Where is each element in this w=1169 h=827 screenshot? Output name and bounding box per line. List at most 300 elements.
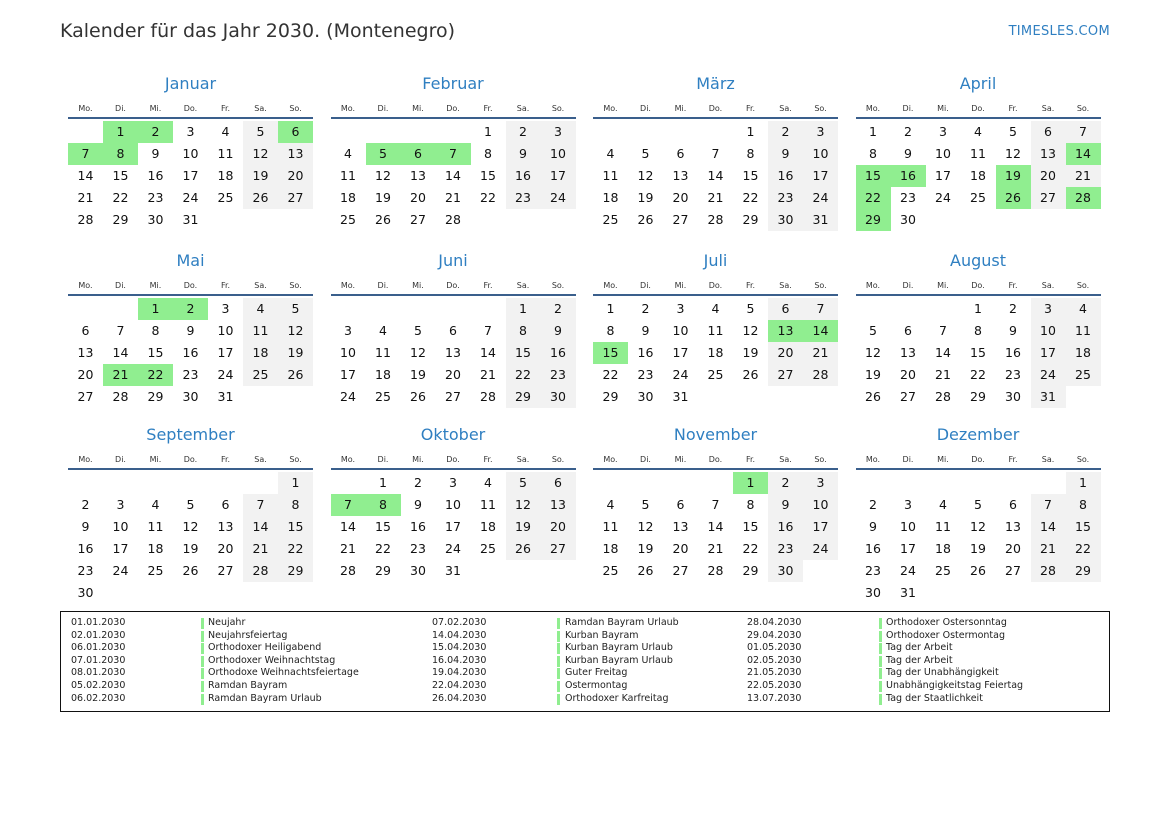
day-cell: 10 <box>672 323 689 338</box>
weekday-header <box>593 455 838 467</box>
day-cell: 27 <box>672 563 689 578</box>
weekday-header <box>856 281 1101 293</box>
weekday-label: Mi. <box>674 104 687 113</box>
day-cell: 18 <box>243 342 278 364</box>
weekday-label: Sa. <box>1041 104 1055 113</box>
day-cell: 13 <box>77 345 94 360</box>
holiday-marker <box>879 656 882 667</box>
day-cell: 29 <box>602 389 619 404</box>
day-cell: 3 <box>541 121 576 143</box>
day-cell: 5 <box>278 298 313 320</box>
holiday-date: 14.04.2030 <box>432 629 487 641</box>
weekday-label: Sa. <box>779 455 792 464</box>
day-cell: 19 <box>182 541 199 556</box>
day-cell: 9 <box>81 519 90 534</box>
weekday-label: Mo. <box>865 455 881 464</box>
day-cell: 25 <box>1066 364 1101 386</box>
weekday-label: Mo. <box>865 281 881 290</box>
day-cell: 29 <box>112 212 129 227</box>
day-cell: 13 <box>1005 519 1021 534</box>
day-cell: 22 <box>1066 538 1101 560</box>
weekday-label: Sa. <box>254 281 267 290</box>
weekday-label: Mo. <box>603 281 618 290</box>
day-cell: 9 <box>506 143 541 165</box>
holiday-marker <box>879 631 882 642</box>
day-cell: 19 <box>742 345 759 360</box>
holiday-day-cell: 15 <box>856 165 891 187</box>
day-cell: 6 <box>676 497 685 512</box>
weekday-label: Do. <box>971 104 985 113</box>
weekday-label: Mo. <box>340 455 356 464</box>
weekday-label: Mo. <box>78 104 93 113</box>
day-cell: 12 <box>865 345 881 360</box>
weekday-label: Mi. <box>412 281 424 290</box>
weekday-label: Mi. <box>937 455 949 464</box>
day-cell: 20 <box>278 165 313 187</box>
weekday-label: Mo. <box>603 104 618 113</box>
day-cell: 28 <box>1031 560 1066 582</box>
holiday-marker <box>201 643 204 654</box>
day-cell: 3 <box>1031 298 1066 320</box>
weekday-label: Di. <box>115 455 126 464</box>
day-cell: 30 <box>900 212 916 227</box>
day-cell: 11 <box>970 146 986 161</box>
day-cell: 16 <box>410 519 426 534</box>
day-cell: 24 <box>935 190 951 205</box>
weekday-label: Sa. <box>516 281 530 290</box>
day-cell: 25 <box>602 563 619 578</box>
header-rule <box>856 468 1101 470</box>
day-cell: 29 <box>506 386 541 408</box>
holiday-marker <box>879 668 882 679</box>
day-cell: 16 <box>768 516 803 538</box>
day-cell: 26 <box>637 212 654 227</box>
day-cell: 25 <box>707 367 724 382</box>
header-rule <box>68 468 313 470</box>
weekday-label: So. <box>289 104 302 113</box>
day-cell: 18 <box>217 168 234 183</box>
day-cell: 4 <box>151 497 160 512</box>
holiday-marker <box>557 694 560 705</box>
day-cell: 23 <box>182 367 199 382</box>
day-cell: 4 <box>484 475 492 490</box>
day-cell: 24 <box>900 563 916 578</box>
day-cell: 17 <box>182 168 199 183</box>
month-name: Juni <box>438 251 468 270</box>
day-cell: 15 <box>506 342 541 364</box>
day-cell: 10 <box>900 519 916 534</box>
day-cell: 12 <box>243 143 278 165</box>
day-cell: 9 <box>151 146 160 161</box>
day-cell: 24 <box>340 389 356 404</box>
day-cell: 21 <box>340 541 356 556</box>
day-cell: 21 <box>77 190 94 205</box>
day-cell: 17 <box>672 345 689 360</box>
day-cell: 20 <box>768 342 803 364</box>
day-cell: 19 <box>637 190 654 205</box>
day-cell: 6 <box>1009 497 1017 512</box>
holiday-marker <box>201 656 204 667</box>
month-name: November <box>673 425 758 444</box>
page-title: Kalender für das Jahr 2030. (Montenegro) <box>60 20 456 42</box>
weekday-label: Do. <box>971 455 985 464</box>
day-cell: 29 <box>742 212 759 227</box>
day-cell: 24 <box>541 187 576 209</box>
day-cell: 16 <box>541 342 576 364</box>
weekday-label: Do. <box>708 281 723 290</box>
weekday-label: Fr. <box>745 281 756 290</box>
day-cell: 28 <box>935 389 951 404</box>
day-cell: 8 <box>869 146 877 161</box>
day-cell: 5 <box>414 323 422 338</box>
day-cell: 29 <box>970 389 986 404</box>
holiday-marker <box>201 681 204 692</box>
day-cell: 31 <box>445 563 461 578</box>
month-name: Juli <box>703 251 728 270</box>
weekday-header <box>68 281 313 293</box>
day-cell: 27 <box>445 389 461 404</box>
day-cell: 19 <box>243 165 278 187</box>
weekday-label: So. <box>289 281 302 290</box>
weekday-header <box>68 455 313 467</box>
day-cell: 30 <box>541 386 576 408</box>
weekday-header <box>593 281 838 293</box>
day-cell: 22 <box>112 190 129 205</box>
weekday-label: Do. <box>183 281 198 290</box>
day-cell: 3 <box>449 475 457 490</box>
weekday-label: Mi. <box>674 455 687 464</box>
day-cell: 19 <box>506 516 541 538</box>
day-cell: 1 <box>1066 472 1101 494</box>
day-cell: 13 <box>900 345 916 360</box>
weekday-label: Sa. <box>779 104 792 113</box>
day-cell: 2 <box>768 121 803 143</box>
day-cell: 16 <box>637 345 654 360</box>
day-cell: 11 <box>340 168 356 183</box>
day-cell: 21 <box>480 367 496 382</box>
day-cell: 31 <box>217 389 234 404</box>
day-cell: 22 <box>278 538 313 560</box>
day-cell: 3 <box>939 124 947 139</box>
day-cell: 9 <box>1009 323 1017 338</box>
day-cell: 4 <box>974 124 982 139</box>
day-cell: 30 <box>77 585 94 600</box>
month-name: Februar <box>422 74 484 93</box>
day-cell: 19 <box>410 367 426 382</box>
weekday-label: Do. <box>446 104 460 113</box>
day-cell: 22 <box>970 367 986 382</box>
day-cell: 26 <box>865 389 881 404</box>
day-cell: 28 <box>77 212 94 227</box>
day-cell: 21 <box>707 190 724 205</box>
holiday-day-cell: 8 <box>366 494 401 516</box>
day-cell: 27 <box>768 364 803 386</box>
day-cell: 25 <box>970 190 986 205</box>
day-cell: 8 <box>746 146 755 161</box>
day-cell: 7 <box>1066 121 1101 143</box>
weekday-label: Mo. <box>603 455 618 464</box>
day-cell: 22 <box>742 190 759 205</box>
holiday-marker <box>557 656 560 667</box>
day-cell: 5 <box>1009 124 1017 139</box>
day-cell: 11 <box>480 497 496 512</box>
day-cell: 23 <box>768 538 803 560</box>
holiday-name: Tag der Unabhängigkeit <box>886 667 999 679</box>
weekday-header <box>856 455 1101 467</box>
holiday-name: Tag der Arbeit <box>886 654 953 666</box>
day-cell: 5 <box>506 472 541 494</box>
day-cell: 18 <box>602 190 619 205</box>
day-cell: 8 <box>151 323 160 338</box>
weekday-label: So. <box>551 455 565 464</box>
weekday-label: Sa. <box>1041 455 1055 464</box>
day-cell: 8 <box>974 323 982 338</box>
holiday-marker <box>201 694 204 705</box>
weekday-label: Fr. <box>483 281 493 290</box>
day-cell: 3 <box>186 124 195 139</box>
day-cell: 13 <box>445 345 461 360</box>
day-cell: 3 <box>344 323 352 338</box>
day-cell: 21 <box>707 541 724 556</box>
weekday-label: Mi. <box>937 104 949 113</box>
day-cell: 12 <box>1005 146 1021 161</box>
month-name: Dezember <box>936 425 1020 444</box>
day-cell: 11 <box>243 320 278 342</box>
day-cell: 3 <box>221 301 230 316</box>
day-cell: 27 <box>217 563 234 578</box>
day-cell: 20 <box>1031 165 1066 187</box>
holiday-name: Ramdan Bayram Urlaub <box>208 692 322 704</box>
day-cell: 1 <box>974 301 982 316</box>
day-cell: 15 <box>742 519 759 534</box>
day-cell: 1 <box>379 475 387 490</box>
day-cell: 8 <box>1066 494 1101 516</box>
holiday-day-cell: 29 <box>856 209 891 231</box>
day-cell: 13 <box>672 168 689 183</box>
day-cell: 30 <box>182 389 199 404</box>
day-cell: 9 <box>186 323 195 338</box>
day-cell: 16 <box>768 165 803 187</box>
day-cell: 23 <box>541 364 576 386</box>
day-cell: 15 <box>742 168 759 183</box>
day-cell: 4 <box>379 323 387 338</box>
day-cell: 15 <box>480 168 496 183</box>
day-cell: 26 <box>243 187 278 209</box>
brand-link[interactable]: TIMESLES.COM <box>1008 24 1110 39</box>
day-cell: 9 <box>768 143 803 165</box>
day-cell: 16 <box>147 168 164 183</box>
weekday-header <box>68 104 313 116</box>
holiday-date: 21.05.2030 <box>747 667 802 679</box>
weekday-header <box>856 104 1101 116</box>
weekday-label: Sa. <box>516 455 530 464</box>
day-cell: 16 <box>1005 345 1021 360</box>
day-cell: 2 <box>904 124 912 139</box>
day-cell: 15 <box>147 345 164 360</box>
day-cell: 2 <box>768 472 803 494</box>
weekday-label: Mi. <box>412 104 424 113</box>
day-cell: 6 <box>904 323 912 338</box>
day-cell: 23 <box>900 190 916 205</box>
day-cell: 11 <box>707 323 724 338</box>
weekday-label: Di. <box>115 281 126 290</box>
day-cell: 28 <box>243 560 278 582</box>
day-cell: 10 <box>340 345 356 360</box>
holiday-name: Kurban Bayram Urlaub <box>565 642 673 654</box>
day-cell: 4 <box>939 497 947 512</box>
day-cell: 7 <box>711 146 720 161</box>
day-cell: 6 <box>81 323 90 338</box>
day-cell: 26 <box>410 389 426 404</box>
day-cell: 3 <box>904 497 912 512</box>
weekday-label: Mi. <box>149 455 162 464</box>
day-cell: 5 <box>641 146 650 161</box>
day-cell: 23 <box>768 187 803 209</box>
day-cell: 17 <box>217 345 234 360</box>
day-cell: 24 <box>803 187 838 209</box>
weekday-label: Fr. <box>745 455 756 464</box>
day-cell: 13 <box>1031 143 1066 165</box>
day-cell: 21 <box>243 538 278 560</box>
holiday-marker <box>201 631 204 642</box>
weekday-label: Di. <box>640 455 651 464</box>
day-cell: 25 <box>147 563 164 578</box>
day-cell: 10 <box>112 519 129 534</box>
day-cell: 27 <box>77 389 94 404</box>
day-cell: 17 <box>1031 342 1066 364</box>
day-cell: 29 <box>375 563 391 578</box>
weekday-label: Di. <box>640 104 651 113</box>
day-cell: 12 <box>278 320 313 342</box>
weekday-label: So. <box>1076 455 1090 464</box>
day-cell: 10 <box>935 146 951 161</box>
day-cell: 27 <box>541 538 576 560</box>
day-cell: 15 <box>375 519 391 534</box>
day-cell: 31 <box>182 212 199 227</box>
day-cell: 20 <box>672 541 689 556</box>
day-cell: 2 <box>414 475 422 490</box>
day-cell: 25 <box>243 364 278 386</box>
day-cell: 6 <box>676 146 685 161</box>
day-cell: 10 <box>541 143 576 165</box>
holiday-day-cell: 8 <box>103 143 138 165</box>
day-cell: 12 <box>742 323 759 338</box>
day-cell: 30 <box>865 585 881 600</box>
holiday-date: 29.04.2030 <box>747 629 802 641</box>
weekday-label: Mo. <box>865 104 881 113</box>
day-cell: 15 <box>1066 516 1101 538</box>
month-name: März <box>696 74 735 93</box>
holiday-day-cell: 15 <box>593 342 628 364</box>
holiday-day-cell: 28 <box>1066 187 1101 209</box>
day-cell: 29 <box>278 560 313 582</box>
holiday-name: Ramdan Bayram Urlaub <box>565 617 679 628</box>
day-cell: 29 <box>1066 560 1101 582</box>
day-cell: 11 <box>217 146 234 161</box>
month-name: August <box>950 251 1006 270</box>
holiday-date: 08.01.2030 <box>71 667 126 679</box>
day-cell: 4 <box>243 298 278 320</box>
holiday-date: 02.01.2030 <box>71 629 126 641</box>
day-cell: 26 <box>182 563 199 578</box>
holiday-day-cell: 2 <box>138 121 173 143</box>
day-cell: 26 <box>278 364 313 386</box>
day-cell: 16 <box>506 165 541 187</box>
day-cell: 25 <box>480 541 496 556</box>
day-cell: 7 <box>939 323 947 338</box>
month-name: September <box>146 425 235 444</box>
day-cell: 22 <box>480 190 496 205</box>
weekday-label: Di. <box>115 104 126 113</box>
weekday-label: Fr. <box>1008 455 1018 464</box>
months-grid <box>68 74 1110 604</box>
day-cell: 8 <box>278 494 313 516</box>
weekday-label: Do. <box>971 281 985 290</box>
holiday-day-cell: 6 <box>278 121 313 143</box>
day-cell: 10 <box>217 323 234 338</box>
holiday-name: Ramdan Bayram <box>208 680 288 691</box>
day-cell: 1 <box>606 301 615 316</box>
day-cell: 27 <box>410 212 426 227</box>
holiday-day-cell: 7 <box>331 494 366 516</box>
weekday-label: Di. <box>377 104 389 113</box>
holiday-day-cell: 14 <box>803 320 838 342</box>
day-cell: 14 <box>243 516 278 538</box>
weekday-label: Do. <box>183 104 198 113</box>
day-cell: 18 <box>375 367 391 382</box>
weekday-label: So. <box>551 281 565 290</box>
day-cell: 11 <box>1066 320 1101 342</box>
day-cell: 24 <box>672 367 689 382</box>
day-cell: 30 <box>410 563 426 578</box>
holiday-name: Orthodoxer Weihnachtstag <box>208 654 336 666</box>
day-cell: 20 <box>410 190 426 205</box>
holiday-date: 01.01.2030 <box>71 617 126 628</box>
weekday-label: Mi. <box>149 281 162 290</box>
holiday-day-cell: 13 <box>768 320 803 342</box>
weekday-label: So. <box>551 104 565 113</box>
day-cell: 24 <box>217 367 234 382</box>
day-cell: 28 <box>112 389 129 404</box>
day-cell: 14 <box>1031 516 1066 538</box>
day-cell: 23 <box>410 541 426 556</box>
holiday-marker <box>557 681 560 692</box>
day-cell: 1 <box>278 472 313 494</box>
day-cell: 18 <box>707 345 724 360</box>
day-cell: 28 <box>803 364 838 386</box>
holiday-date: 28.04.2030 <box>747 617 802 628</box>
day-cell: 28 <box>707 212 724 227</box>
day-cell: 3 <box>116 497 125 512</box>
holiday-date: 02.05.2030 <box>747 654 802 666</box>
day-cell: 18 <box>1066 342 1101 364</box>
holiday-day-cell: 26 <box>996 187 1031 209</box>
weekday-label: Fr. <box>483 104 493 113</box>
holiday-name: Orthodoxe Weihnachtsfeiertage <box>208 667 359 679</box>
day-cell: 4 <box>221 124 230 139</box>
day-cell: 31 <box>672 389 689 404</box>
day-cell: 5 <box>641 497 650 512</box>
holiday-date: 15.04.2030 <box>432 642 487 654</box>
holiday-date: 05.02.2030 <box>71 680 126 691</box>
header-rule <box>331 294 576 296</box>
weekday-label: Fr. <box>1008 104 1018 113</box>
weekday-label: Sa. <box>1041 281 1055 290</box>
weekday-label: So. <box>814 104 827 113</box>
holiday-name: Orthodoxer Ostersonntag <box>886 617 1007 628</box>
day-cell: 28 <box>445 212 461 227</box>
weekday-label: Mi. <box>937 281 949 290</box>
